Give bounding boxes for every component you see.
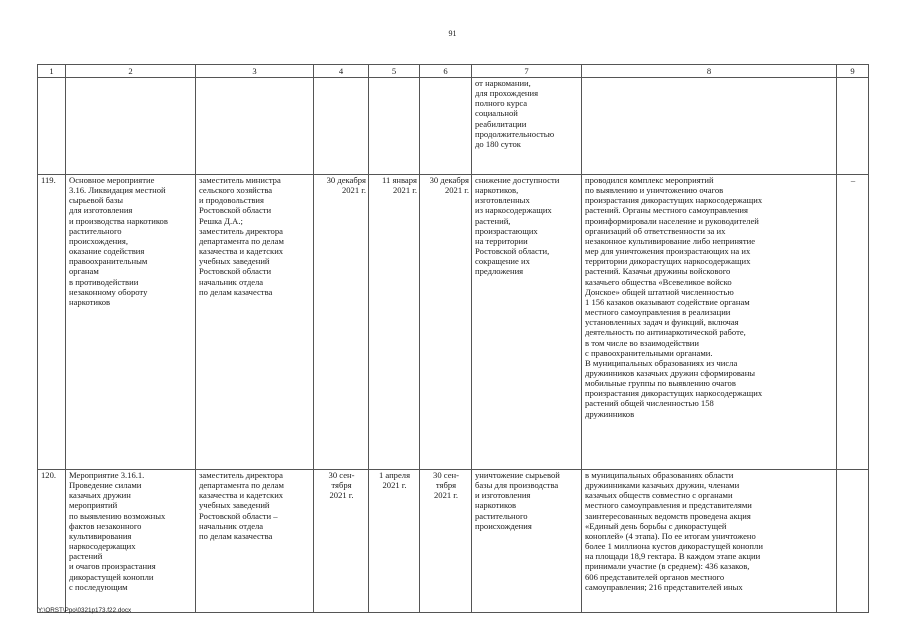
plan-start-cell bbox=[314, 78, 369, 175]
note-cell bbox=[837, 78, 869, 175]
result-fact-cell: проводился комплекс мероприятий по выявлению и уничтожению очагов произрастания дикорастущих наркосодержащих растений. Органы местного самоуправления проинформировали население и руководителей организаций об ответственности за их незаконное культивирование либо непринятие мер для уничтожения произрастающих на их территории дикорастущих наркосодержащих растений. Казачьи дружины войскового казачьего общества «Всевеликое войско Донское» общей штатной численностью 1 156 казаков оказывают содействие органам местного самоуправления в реализации установленных задач и функций, включая деятельность по антинаркотической работе, в том числе во взаимодействии с правоохранительными органами. В муниципальных образованиях из числа дружинников казачьих дружин сформированы мобильные группы по выявлению очагов произрастания дикорастущих наркосодержащих растений общей численностью 158 дружинников bbox=[582, 175, 837, 470]
table-row bbox=[38, 470, 869, 613]
plan-end-cell bbox=[369, 78, 420, 175]
table-row bbox=[38, 78, 869, 175]
responsible-cell: заместитель министра сельского хозяйства и продовольствия Ростовской области Решка Д.А.; заместитель директора департамента по делам казачества и кадетских учебных заведений Ростовской области начальник отдела по делам казачества bbox=[196, 175, 314, 470]
plan-start-cell: 30 декабря 2021 г. bbox=[314, 175, 369, 470]
row-number-cell bbox=[38, 78, 66, 175]
responsible-cell: заместитель директора департамента по делам казачества и кадетских учебных заведений Ростовской области – начальник отдела по делам казачества bbox=[196, 470, 314, 613]
result-fact-cell bbox=[582, 78, 837, 175]
plan-start-cell: 30 сен- тября 2021 г. bbox=[314, 470, 369, 613]
plan-end-cell: 1 апреля 2021 г. bbox=[369, 470, 420, 613]
column-header: 3 bbox=[196, 65, 314, 78]
row-number-cell: 120. bbox=[38, 470, 66, 613]
column-header: 4 bbox=[314, 65, 369, 78]
report-table bbox=[37, 64, 869, 613]
column-header: 1 bbox=[38, 65, 66, 78]
activity-cell: Мероприятие 3.16.1. Проведение силами казачьих дружин мероприятий по выявлению возможных фактов незаконного культивирования наркосодержащих растений и очагов произрастания дикорастущей конопли с последующим bbox=[66, 470, 196, 613]
column-header: 6 bbox=[420, 65, 472, 78]
column-number-row bbox=[38, 65, 869, 78]
result-fact-cell: в муниципальных образованиях области дружинниками казачьих дружин, членами казачьих обществ совместно с органами местного самоуправления и представителями заинтересованных ведомств проведена акция «Единый день борьбы с дикорастущей коноплей» (4 этапа). По ее итогам уничтожено более 1 миллиона кустов дикорастущей конопли на площади 18,9 гектара. В каждом этапе акции принимали участие (в среднем): 436 казаков, 606 представителей органов местного самоуправления; 216 представителей иных bbox=[582, 470, 837, 613]
result-plan-cell: снижение доступности наркотиков, изготовленных из наркосодержащих растений, произрастающих на территории Ростовской области, сокращение их предложения bbox=[472, 175, 582, 470]
column-header: 2 bbox=[66, 65, 196, 78]
result-plan-cell: уничтожение сырьевой базы для производства и изготовления наркотиков растительного происхождения bbox=[472, 470, 582, 613]
column-header: 7 bbox=[472, 65, 582, 78]
activity-cell: Основное мероприятие 3.16. Ликвидация местной сырьевой базы для изготовления и производства наркотиков растительного происхождения, оказание содействия правоохранительным органам в противодействии незаконному обороту наркотиков bbox=[66, 175, 196, 470]
table-row bbox=[38, 175, 869, 470]
activity-cell bbox=[66, 78, 196, 175]
fact-end-cell bbox=[420, 78, 472, 175]
column-header: 8 bbox=[582, 65, 837, 78]
responsible-cell bbox=[196, 78, 314, 175]
page-number: 91 bbox=[448, 29, 457, 38]
plan-end-cell: 11 января 2021 г. bbox=[369, 175, 420, 470]
fact-end-cell: 30 сен- тября 2021 г. bbox=[420, 470, 472, 613]
fact-end-cell: 30 декабря 2021 г. bbox=[420, 175, 472, 470]
result-plan-cell: от наркомании, для прохождения полного курса социальной реабилитации продолжительностью до 180 суток bbox=[472, 78, 582, 175]
document-file-path: Y:\ORST\Ppo\0321p173.f22.docx bbox=[38, 607, 132, 614]
column-header: 5 bbox=[369, 65, 420, 78]
note-cell: – bbox=[837, 175, 869, 470]
note-cell bbox=[837, 470, 869, 613]
row-number-cell: 119. bbox=[38, 175, 66, 470]
column-header: 9 bbox=[837, 65, 869, 78]
